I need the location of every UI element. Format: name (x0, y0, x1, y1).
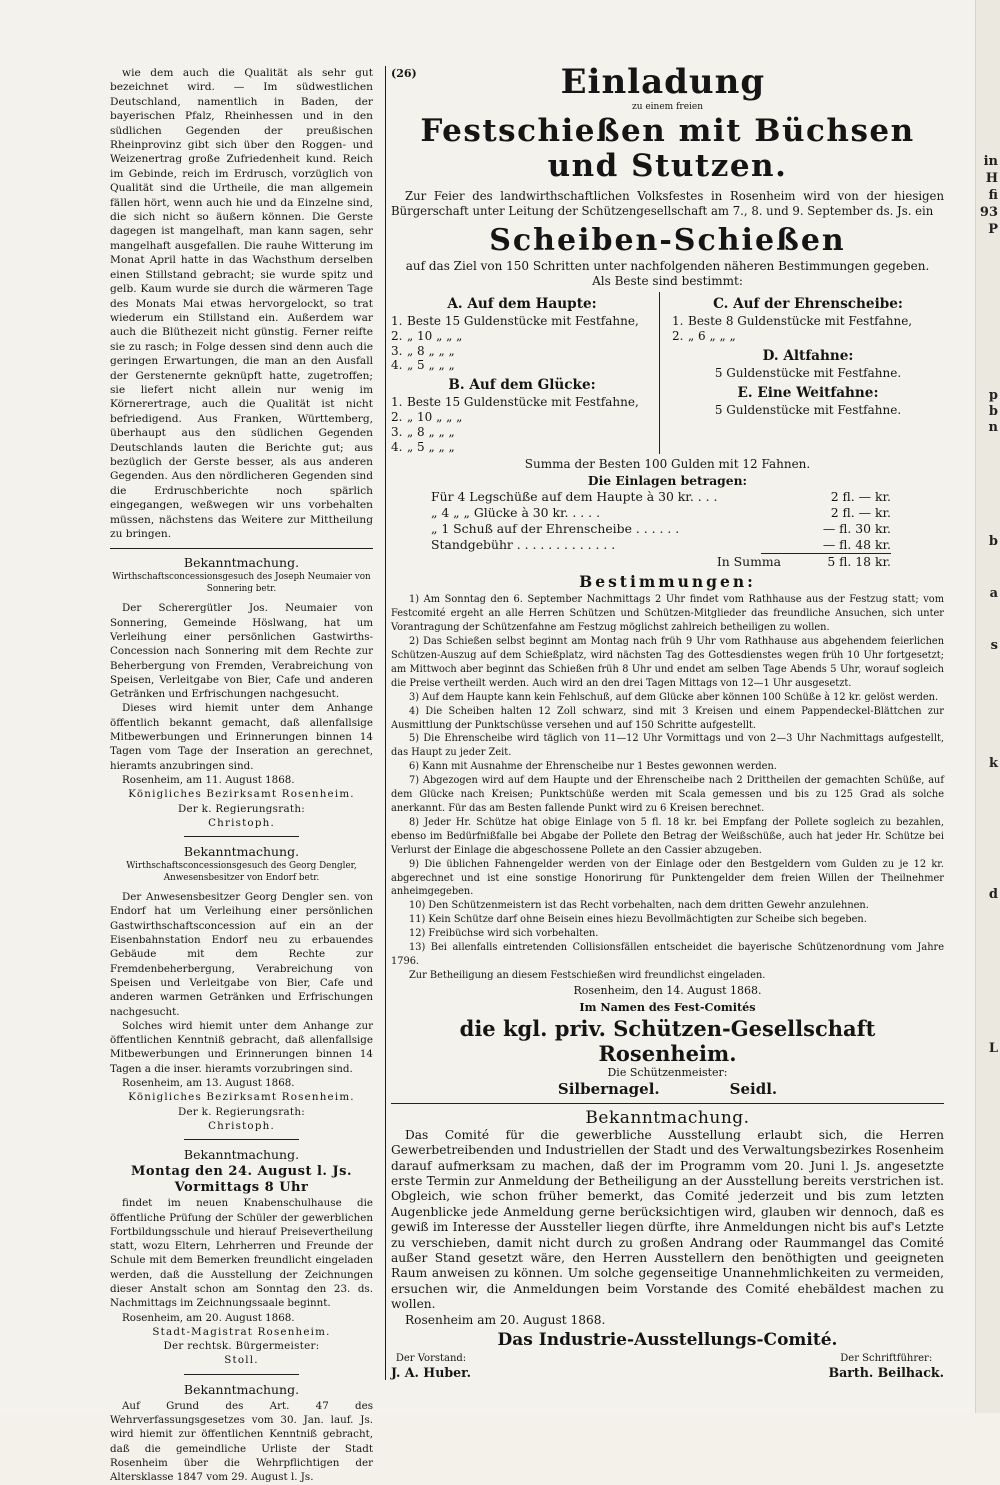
prize-number: 2. (391, 328, 403, 343)
fee-total-label: In Summa (716, 554, 781, 570)
notice-title: Bekanntmachung. (183, 1381, 300, 1397)
section-d-text: 5 Guldenstücke mit Festfahne. (714, 365, 902, 380)
notice-body (110, 601, 373, 773)
notice-signature: Stoll. (224, 1354, 259, 1367)
prize-number: 3. (391, 343, 403, 358)
fee-label: Standgebühr . . . . . . . . . . . . . (431, 537, 616, 553)
shooting-masters-title: Die Schützenmeister: (607, 1065, 728, 1079)
prize-row (391, 410, 653, 425)
prize-text: „ 10 „ „ „ (407, 409, 463, 424)
exhibition-title: Bekanntmachung. (585, 1107, 750, 1128)
notice-subtitle: Wirthschaftsconcessionsgesuch des Georg Dengler, Anwesensbesitzer von Endorf betr. (126, 861, 357, 883)
shooting-master-name: Silbernagel. (557, 1079, 660, 1098)
prize-row (391, 395, 653, 410)
notice-school-exam (110, 1147, 373, 1368)
rule-item: Zur Betheiligung an diesem Festschießen wird freundlichst eingeladen. (409, 969, 766, 981)
rule-item: 5) Die Ehrenscheibe wird täglich von 11—12 Uhr Vormittags und von 2—3 Uhr Nachmittags aufgestellt, das Haupt zu jeder Zeit. (391, 733, 944, 759)
prize-column-right (660, 292, 944, 454)
section-d-title: D. Altfahne: (762, 347, 854, 364)
prize-number: 1. (672, 314, 684, 328)
notice-paragraph: Solches wird hiemit unter dem Anhange zur öffentlichen Kenntniß gebracht, daß allenfallsige Mitbewerbungen und Erinnerungen binnen 14 Tagen a die inser. hieramts vorzubringen sind. (110, 1019, 373, 1075)
section-divider (184, 836, 300, 837)
notice-signature: Christoph. (208, 816, 275, 829)
rule-item: 1) Am Sonntag den 6. September Nachmittags 2 Uhr findet vom Rathhause aus der Festzug statt; vom Festcomité ergeht an alle Herren Schützen und Schützen-Mitglieder das freundliche Ansuchen, sich unter Vorantragung der Schützenfahne am Festzug möglichst zahlreich betheiligen zu wollen. (391, 594, 944, 634)
section-a-title: A. Auf dem Haupte: (447, 296, 597, 312)
fee-label: Für 4 Legschüße auf dem Haupte à 30 kr. . . . (431, 489, 718, 505)
prize-intro: Als Beste sind bestimmt: (592, 274, 743, 288)
prize-row (391, 344, 653, 359)
fees-table (431, 489, 891, 570)
prize-sum: Summa der Besten 100 Gulden mit 12 Fahnen. (524, 457, 811, 472)
prize-number: 4. (391, 358, 403, 373)
fee-row (431, 521, 891, 537)
edge-fragment: a (989, 586, 998, 601)
prize-text: Beste 15 Guldenstücke mit Festfahne, (407, 395, 639, 410)
notice-dengler (110, 844, 373, 1133)
notice-subtitle: Wirthschaftsconcessionsgesuch des Joseph Neumaier von Sonnering betr. (112, 572, 371, 594)
edge-fragment: b (988, 404, 998, 419)
section-b-title: B. Auf dem Glücke: (448, 377, 596, 394)
edge-fragment: n (988, 420, 998, 435)
notice-date: Rosenheim, am 20. August 1868. (122, 1311, 295, 1324)
notice-paragraph: Der Anwesensbesitzer Georg Dengler sen. von Endorf hat um Verleihung einer persönlichen Gastwirthschaftsconcession auf ein an der Eisenbahnstation Endorf neu zu erbauendes Gebäude mit dem Rechte zur Fremdenbeherbergung, Verabreichung von Speisen und Verleitgabe von Bier, Cafe und anderen warmen Getränken und Erfrischungen nachgesucht. (110, 891, 373, 1018)
target-line: auf das Ziel von 150 Schritten unter nachfolgenden näheren Bestimmungen gegeben. (405, 259, 930, 273)
exhibition-date: Rosenheim am 20. August 1868. (405, 1312, 606, 1327)
exam-time-headline: Vormittags 8 Uhr (174, 1180, 309, 1196)
section-c-title: C. Auf der Ehrenscheibe: (713, 296, 903, 312)
fee-label: „ 1 Schuß auf der Ehrenscheibe . . . . . . (431, 521, 680, 537)
prize-row (672, 329, 944, 344)
notice-title: Bekanntmachung. (183, 555, 300, 571)
fee-amount: 2 fl. — kr. (830, 505, 891, 521)
rule-item: 10) Den Schützenmeistern ist das Recht vorbehalten, nach dem dritten Gewehr anzulehnen. (409, 900, 869, 912)
section-divider (184, 1374, 300, 1375)
prize-text: „ 8 „ „ „ (407, 424, 455, 439)
section-divider (184, 1139, 300, 1140)
festival-sign-date: Rosenheim, den 14. August 1868. (573, 983, 762, 997)
notice-neumaier (110, 555, 373, 830)
prize-text: „ 8 „ „ „ (407, 343, 455, 358)
rule-item: 8) Jeder Hr. Schütze hat obige Einlage von 5 fl. 18 kr. bei Empfang der Pollete sogleich zu bezahlen, ebenso im Bedürfnißfalle bei Abgabe der Pollete den Betrag der Weißschüße, auch hat jeder Hr. Schütze bei Verlurst der Einlage die abgeschossene Pollete an den Cassier abzugeben. (391, 816, 944, 856)
prize-text: Beste 15 Guldenstücke mit Festfahne, (407, 314, 639, 328)
notice-office: Königliches Bezirksamt Rosenheim. (128, 1091, 355, 1104)
fee-total-amount: 5 fl. 18 kr. (827, 554, 891, 570)
prize-row (391, 314, 653, 329)
edge-fragment: fi (988, 188, 998, 203)
edge-fragment: L (988, 1041, 998, 1056)
prize-column-left (391, 292, 660, 454)
prize-text: Beste 8 Guldenstücke mit Festfahne, (688, 314, 913, 328)
notice-signature: Christoph. (208, 1119, 275, 1132)
prize-row (391, 329, 653, 344)
edge-fragment: b (988, 534, 998, 549)
edge-fragment: in (983, 154, 998, 169)
harvest-report: wie dem auch die Qualität als sehr gut bezeichnet wird. — Im südwestlichen Deutschland, namentlich in Baden, der bayerischen Pfalz, Rheinhessen und in den südlichen Gegenden der preußischen Rheinprovinz gibt sich über den Roggen- und Weizenertrag große Zufriedenheit kund. Reich im Gebinde, reich im Erdrusch, vorzüglich von Qualität sind die Urtheile, die man allgemein fällen hört, wenn auch hie und da Einzelne sind, die sich nicht so äußern können. Die Gerste dagegen ist mangelhaft, man kann sagen, sehr mangelhaft ausgefallen. Die rauhe Witterung im Monat April hatte in das Wachsthum derselben einen Stillstand gebracht; sie wurde spitz und gelb. Kaum wurde sie durch die wärmeren Tage des Monats Mai etwas hervorgelockt, so trat wiederum ein Stillstand ein. Außerdem war auch die Blüthezeit nicht günstig. Ferner reifte sie zu rasch; in Folge dessen sind denn auch die geringen Erwartungen, die man an den Ausfall der Gerstenernte geknüpft hatte, zugetroffen; sie liefert nicht allein nur wenig im Körnerertrage, auch die Qualität ist nicht befriedigend. Aus Franken, Württemberg, überhaupt aus den südlichen Gegenden Deutschlands lauten die Berichte gut; aus bezüglich der Gerste besser, als aus anderen Gegenden. Aus den nördlicheren Gegenden sind die Erdruschberichte noch spärlich eingegangen, weßwegen wir uns vorbehalten müssen, nächstens das Weitere zur Mittheilung zu bringen. (110, 67, 373, 540)
prize-text: „ 5 „ „ „ (407, 358, 455, 373)
rules-title: Bestimmungen: (579, 572, 756, 592)
prize-text: „ 6 „ „ „ (688, 328, 736, 343)
notice-paragraph: Dieses wird hiemit unter dem Anhange öffentlich bekannt gemacht, daß allenfallsige Mitbewerbungen und Erinnerungen binnen 14 Tagen vom Tage der Inseration an gerechnet, hieramts anzubringen sind. (110, 702, 373, 772)
edge-fragment: s (990, 638, 998, 653)
invitation-title: Einladung (560, 62, 766, 102)
rule-item: 9) Die üblichen Fahnengelder werden von der Einlage oder den Bestgeldern vom Gulden zu je 12 kr. abgerechnet und ist eine sonstige Honorirung für Punktengelder dem freien Willen der Theilnehmer anheimgegeben. (391, 858, 944, 898)
ad-header (391, 64, 944, 101)
section-divider (391, 1103, 944, 1104)
edge-fragment: P (988, 222, 998, 237)
fee-total-row (431, 554, 891, 570)
edge-fragment: d (988, 887, 998, 902)
next-page-edge (975, 0, 1000, 1413)
rule-item: 13) Bei allenfalls eintretenden Collisionsfällen entscheidet die bayerische Schützenordnung vom Jahre 1796. (391, 942, 944, 967)
fee-amount: — fl. 30 kr. (822, 521, 891, 537)
prize-text: „ 10 „ „ „ (407, 328, 463, 343)
notice-body (110, 890, 373, 1076)
shooting-title: Scheiben-Schießen (489, 223, 846, 258)
invitation-subtitle: zu einem freien (631, 102, 704, 112)
chair-role: Der Vorstand: (395, 1353, 467, 1365)
rule-item: 3) Auf dem Haupte kann kein Fehlschuß, auf dem Glücke aber können 100 Schüße à 12 kr. gelöst werden. (409, 691, 939, 703)
section-divider (110, 548, 373, 549)
chair (391, 1353, 471, 1380)
notice-role: Der k. Regierungsrath: (177, 802, 306, 815)
rule-item: 2) Das Schießen selbst beginnt am Montag nach früh 9 Uhr vom Rathhause aus abgehendem feierlichen Schützen-Auszug auf dem Schießplatz, wird nächsten Tag des Gottesdienstes wegen früh 10 Uhr fortgesetzt; am Mittwoch aber beginnt das Schießen früh 8 Uhr und endet am selben Tage Abends 5 Uhr, worauf sogleich die Preise vertheilt werden. Auch wird an den drei Tagen Mittags von 12—1 Uhr ausgesetzt. (391, 636, 944, 689)
notice-paragraph: Auf Grund des Art. 47 des Wehrverfassungsgesetzes vom 30. Jan. lauf. Js. wird hiemit zur öffentlichen Kenntniß gebracht, daß die gemeindliche Urliste der Stadt Rosenheim über die Wehrpflichtigen der Altersklasse 1847 vom 29. August l. Js. (110, 1399, 373, 1484)
prize-number: 4. (391, 439, 403, 454)
shooting-society: die kgl. priv. Schützen-Gesellschaft Rosenheim. (459, 1015, 876, 1066)
prize-row (391, 425, 653, 440)
rule-item: 6) Kann mit Ausnahme der Ehrenscheibe nur 1 Bestes gewonnen werden. (409, 761, 777, 773)
fee-amount: — fl. 48 kr. (822, 537, 891, 553)
fee-label: „ 4 „ „ Glücke à 30 kr. . . . . (431, 505, 601, 521)
secretary (828, 1353, 944, 1380)
prize-number: 2. (391, 409, 403, 424)
fee-row (431, 505, 891, 521)
notice-paragraph: Der Scherergütler Jos. Neumaier von Sonnering, Gemeinde Höslwang, hat um Verleihung einer persönlichen Gastwirths-Concession nach Sonnering mit dem Rechte zur Beherbergung von Fremden, Verabreichung von Speisen, Verleitgabe von Bier, Cafe und anderen Getränken und Erfrischungen nachgesucht. (110, 602, 373, 701)
prize-row (672, 314, 944, 329)
prize-number: 2. (672, 328, 684, 343)
festival-intro: Zur Feier des landwirthschaftlichen Volksfestes in Rosenheim wird von der hiesigen Bürgerschaft unter Leitung der Schützengesellschaft am 7., 8. und 9. September ds. Js. ein (391, 189, 944, 218)
notice-date: Rosenheim, am 11. August 1868. (122, 773, 295, 786)
prize-text: „ 5 „ „ „ (407, 439, 455, 454)
edge-fragment: 93 (979, 205, 998, 220)
secretary-role: Der Schriftführer: (840, 1353, 933, 1365)
left-column (110, 66, 373, 1485)
notice-office: Stadt-Magistrat Rosenheim. (152, 1325, 331, 1338)
notice-title: Bekanntmachung. (183, 1147, 300, 1163)
edge-fragment: H (985, 171, 998, 186)
exam-date-headline: Montag den 24. August l. Js. (131, 1164, 352, 1180)
notice-paragraph: findet im neuen Knabenschulhause die öffentliche Prüfung der Schüler der gewerblichen Fortbildungsschule und hierauf Preisevertheilung statt, wozu Eltern, Lehrherren und Freunde der Schule mit dem Bemerken freundlicht eingeladen werden, daß die Ausstellung der Zeichnungen dieser Anstalt schon am Sonntag den 23. ds. Nachmittags im Zeichnungssaale beginnt. (110, 1197, 373, 1310)
notice-role: Der k. Regierungsrath: (177, 1105, 306, 1118)
prize-number: 1. (391, 314, 403, 328)
notice-military-list (110, 1382, 373, 1485)
notice-body (110, 1399, 373, 1485)
rule-item: 7) Abgezogen wird auf dem Haupte und der Ehrenscheibe nach 2 Drittheilen der gemachten Schüße, auf dem Glücke nach Kreisen; Punktschüße werden mit Scala gemessen und bis zu 125 Grad als solche anerkannt. Für das am Besten fallende Punkt wird zu 6 Kreisen berechnet. (391, 775, 944, 814)
fee-amount: 2 fl. — kr. (830, 489, 891, 505)
page-number: (26) (391, 67, 417, 80)
section-e-text: 5 Guldenstücke mit Festfahne. (714, 402, 902, 417)
right-column (391, 64, 944, 1380)
edge-fragment: k (988, 756, 998, 771)
exhibition-body: Das Comité für die gewerbliche Ausstellung erlaubt sich, die Herren Gewerbetreibenden und Industriellen der Stadt und des Verwaltungsbezirkes Rosenheim darauf aufmerksam zu machen, daß der im Programm vom 20. Juni l. Js. angesetzte erste Termin zur Anmeldung der Betheiligung an der Ausstellung bereits verstrichen ist. Obgleich, wie schon früher bemerkt, das Comité jederzeit und bis zum letzten Augenblicke jede Anmeldung gerne berücksichtigen wird, glauben wir dennoch, daß es gewiß im Interesse der Aussteller liegen dürfte, ihre Anmeldungen nicht bis auf's Letzte zu verschieben, damit nicht durch zu großen Andrang oder Raummangel das Comité außer Stand gesetzt wäre, den Herren Ausstellern den benöthigten und geeigneten Raum anweisen zu können. Um solche gegenseitige Unannehmlichkeiten zu vermeiden, ersuchen wir, die Anmeldungen beim Vorstande des Comité ehebäldest machen zu wollen. (391, 1127, 944, 1312)
prize-number: 1. (391, 395, 403, 410)
exhibition-committee: Das Industrie-Ausstellungs-Comité. (497, 1330, 838, 1351)
prize-row (391, 358, 653, 373)
rule-item: 4) Die Scheiben halten 12 Zoll schwarz, sind mit 3 Kreisen und einem Pappendeckel-Blättchen zur Ausmittlung der Punktschüsse versehen und auf 150 Schritte aufgestellt. (391, 705, 944, 731)
exhibition-officers (391, 1353, 944, 1380)
notice-date: Rosenheim, am 13. August 1868. (122, 1077, 295, 1090)
prize-table (391, 292, 944, 454)
shooting-masters (391, 1080, 944, 1099)
chair-name: J. A. Huber. (391, 1365, 472, 1381)
notice-title: Bekanntmachung. (183, 844, 300, 860)
notice-role: Der rechtsk. Bürgermeister: (163, 1340, 320, 1353)
fee-row (431, 537, 891, 553)
fees-title: Die Einlagen betragen: (587, 473, 748, 489)
secretary-name: Barth. Beilhack. (828, 1365, 944, 1381)
prize-number: 3. (391, 424, 403, 439)
rule-item: 12) Freibüchse wird sich vorbehalten. (409, 928, 599, 940)
fee-row (431, 489, 891, 505)
festival-committee: Im Namen des Fest-Comités (579, 999, 756, 1014)
exhibition-notice (391, 1109, 944, 1380)
notice-office: Königliches Bezirksamt Rosenheim. (128, 788, 355, 801)
rule-item: 11) Kein Schütze darf ohne Beisein eines hiezu Bevollmächtigten zur Scheibe sich begeben. (409, 914, 867, 926)
column-divider (385, 66, 386, 1380)
edge-fragment: p (988, 388, 998, 403)
notice-body (110, 1196, 373, 1310)
rules-list (391, 593, 944, 982)
section-e-title: E. Eine Weitfahne: (737, 384, 879, 401)
shooting-master-name: Seidl. (729, 1079, 778, 1098)
prize-row (391, 440, 653, 455)
festival-title: Festschießen mit Büchsen und Stutzen. (420, 113, 915, 184)
